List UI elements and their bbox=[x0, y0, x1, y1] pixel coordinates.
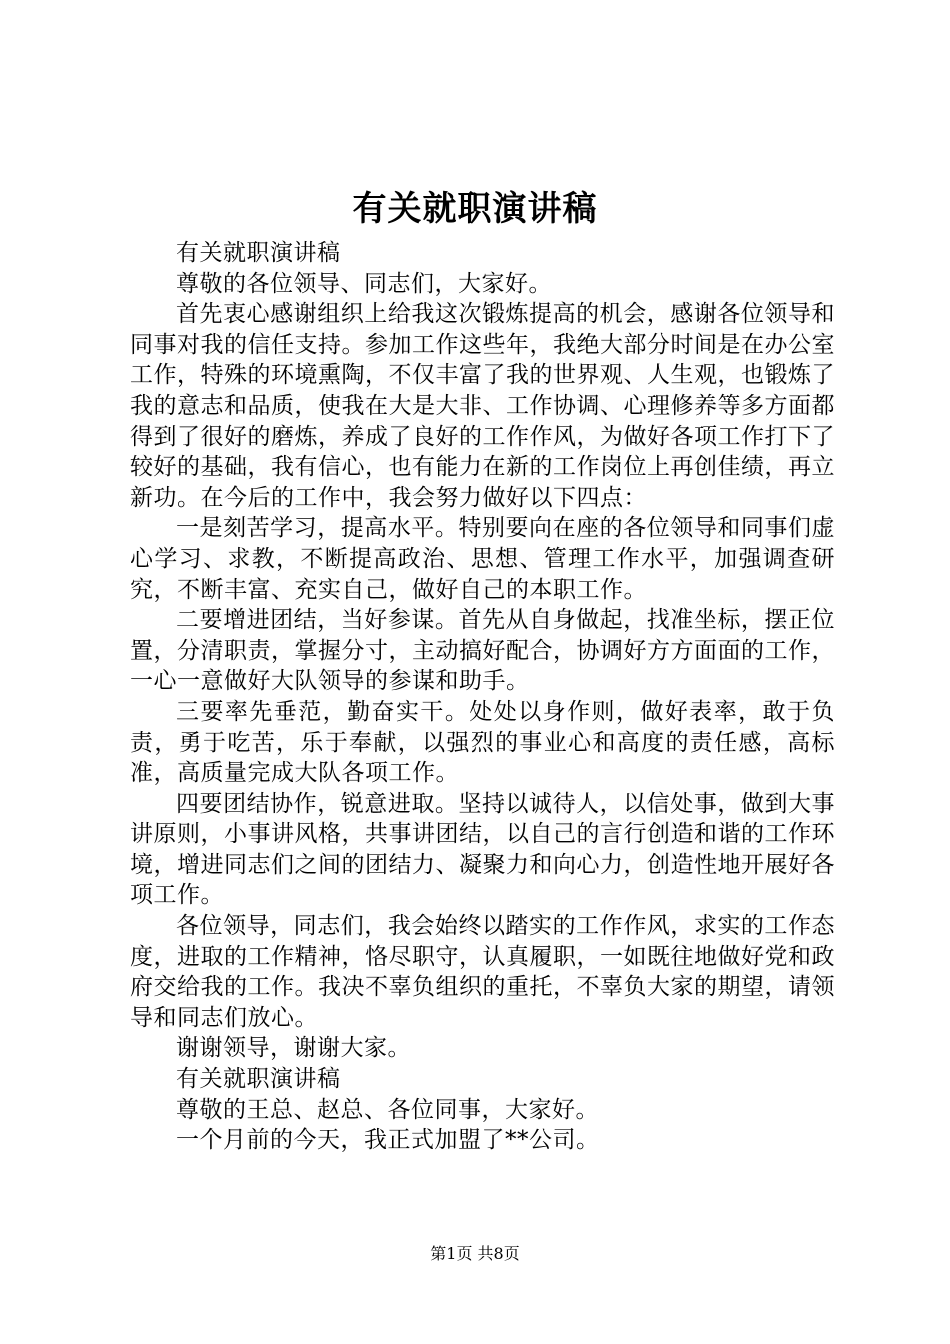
paragraph: 谢谢领导，谢谢大家。 bbox=[176, 1035, 411, 1062]
paragraph: 有关就职演讲稿 bbox=[176, 1066, 341, 1093]
document-title: 有关就职演讲稿 bbox=[352, 189, 598, 229]
paragraph: 首先衷心感谢组织上给我这次锻炼提高的机会，感谢各位领导和同事对我的信任支持。参加工作这些年，我绝大部分时间是在办公室工作，特殊的环境熏陶，不仅丰富了我的世界观、人生观，也锻炼了我的意志和品质，使我在大是大非、工作协调、心理修养等多方面都得到了很好的磨炼，养成了良好的工作作风，为做好各项工作打下了较好的基础，我有信心，也有能力在新的工作岗位上再创佳绩，再立新功。在今后的工作中，我会努力做好以下四点： bbox=[130, 301, 835, 511]
paragraph: 各位领导，同志们，我会始终以踏实的工作作风，求实的工作态度，进取的工作精神，恪尽职守，认真履职，一如既往地做好党和政府交给我的工作。我决不辜负组织的重托，不辜负大家的期望，请领导和同志们放心。 bbox=[130, 913, 835, 1031]
page-footer: 第1页 共8页 bbox=[430, 1244, 520, 1263]
paragraph: 有关就职演讲稿 bbox=[176, 240, 341, 266]
paragraph: 一个月前的今天，我正式加盟了**公司。 bbox=[176, 1127, 600, 1154]
paragraph: 二要增进团结，当好参谋。首先从自身做起，找准坐标，摆正位置，分清职责，掌握分寸，主动搞好配合，协调好方方面面的工作，一心一意做好大队领导的参谋和助手。 bbox=[130, 607, 835, 695]
paragraph: 尊敬的王总、赵总、各位同事，大家好。 bbox=[176, 1096, 599, 1123]
paragraph: 四要团结协作，锐意进取。坚持以诚待人，以信处事，做到大事讲原则，小事讲风格，共事讲团结，以自己的言行创造和谐的工作环境，增进同志们之间的团结力、凝聚力和向心力，创造性地开展好各项工作。 bbox=[130, 790, 835, 909]
paragraph: 三要率先垂范，勤奋实干。处处以身作则，做好表率，敢于负责，勇于吃苦，乐于奉献，以强烈的事业心和高度的责任感，高标准，高质量完成大队各项工作。 bbox=[130, 698, 835, 787]
document-body bbox=[130, 238, 835, 1156]
paragraph: 一是刻苦学习，提高水平。特别要向在座的各位领导和同事们虚心学习、求教，不断提高政治、思想、管理工作水平，加强调查研究，不断丰富、充实自己，做好自己的本职工作。 bbox=[130, 515, 835, 603]
paragraph: 尊敬的各位领导、同志们，大家好。 bbox=[176, 270, 552, 297]
